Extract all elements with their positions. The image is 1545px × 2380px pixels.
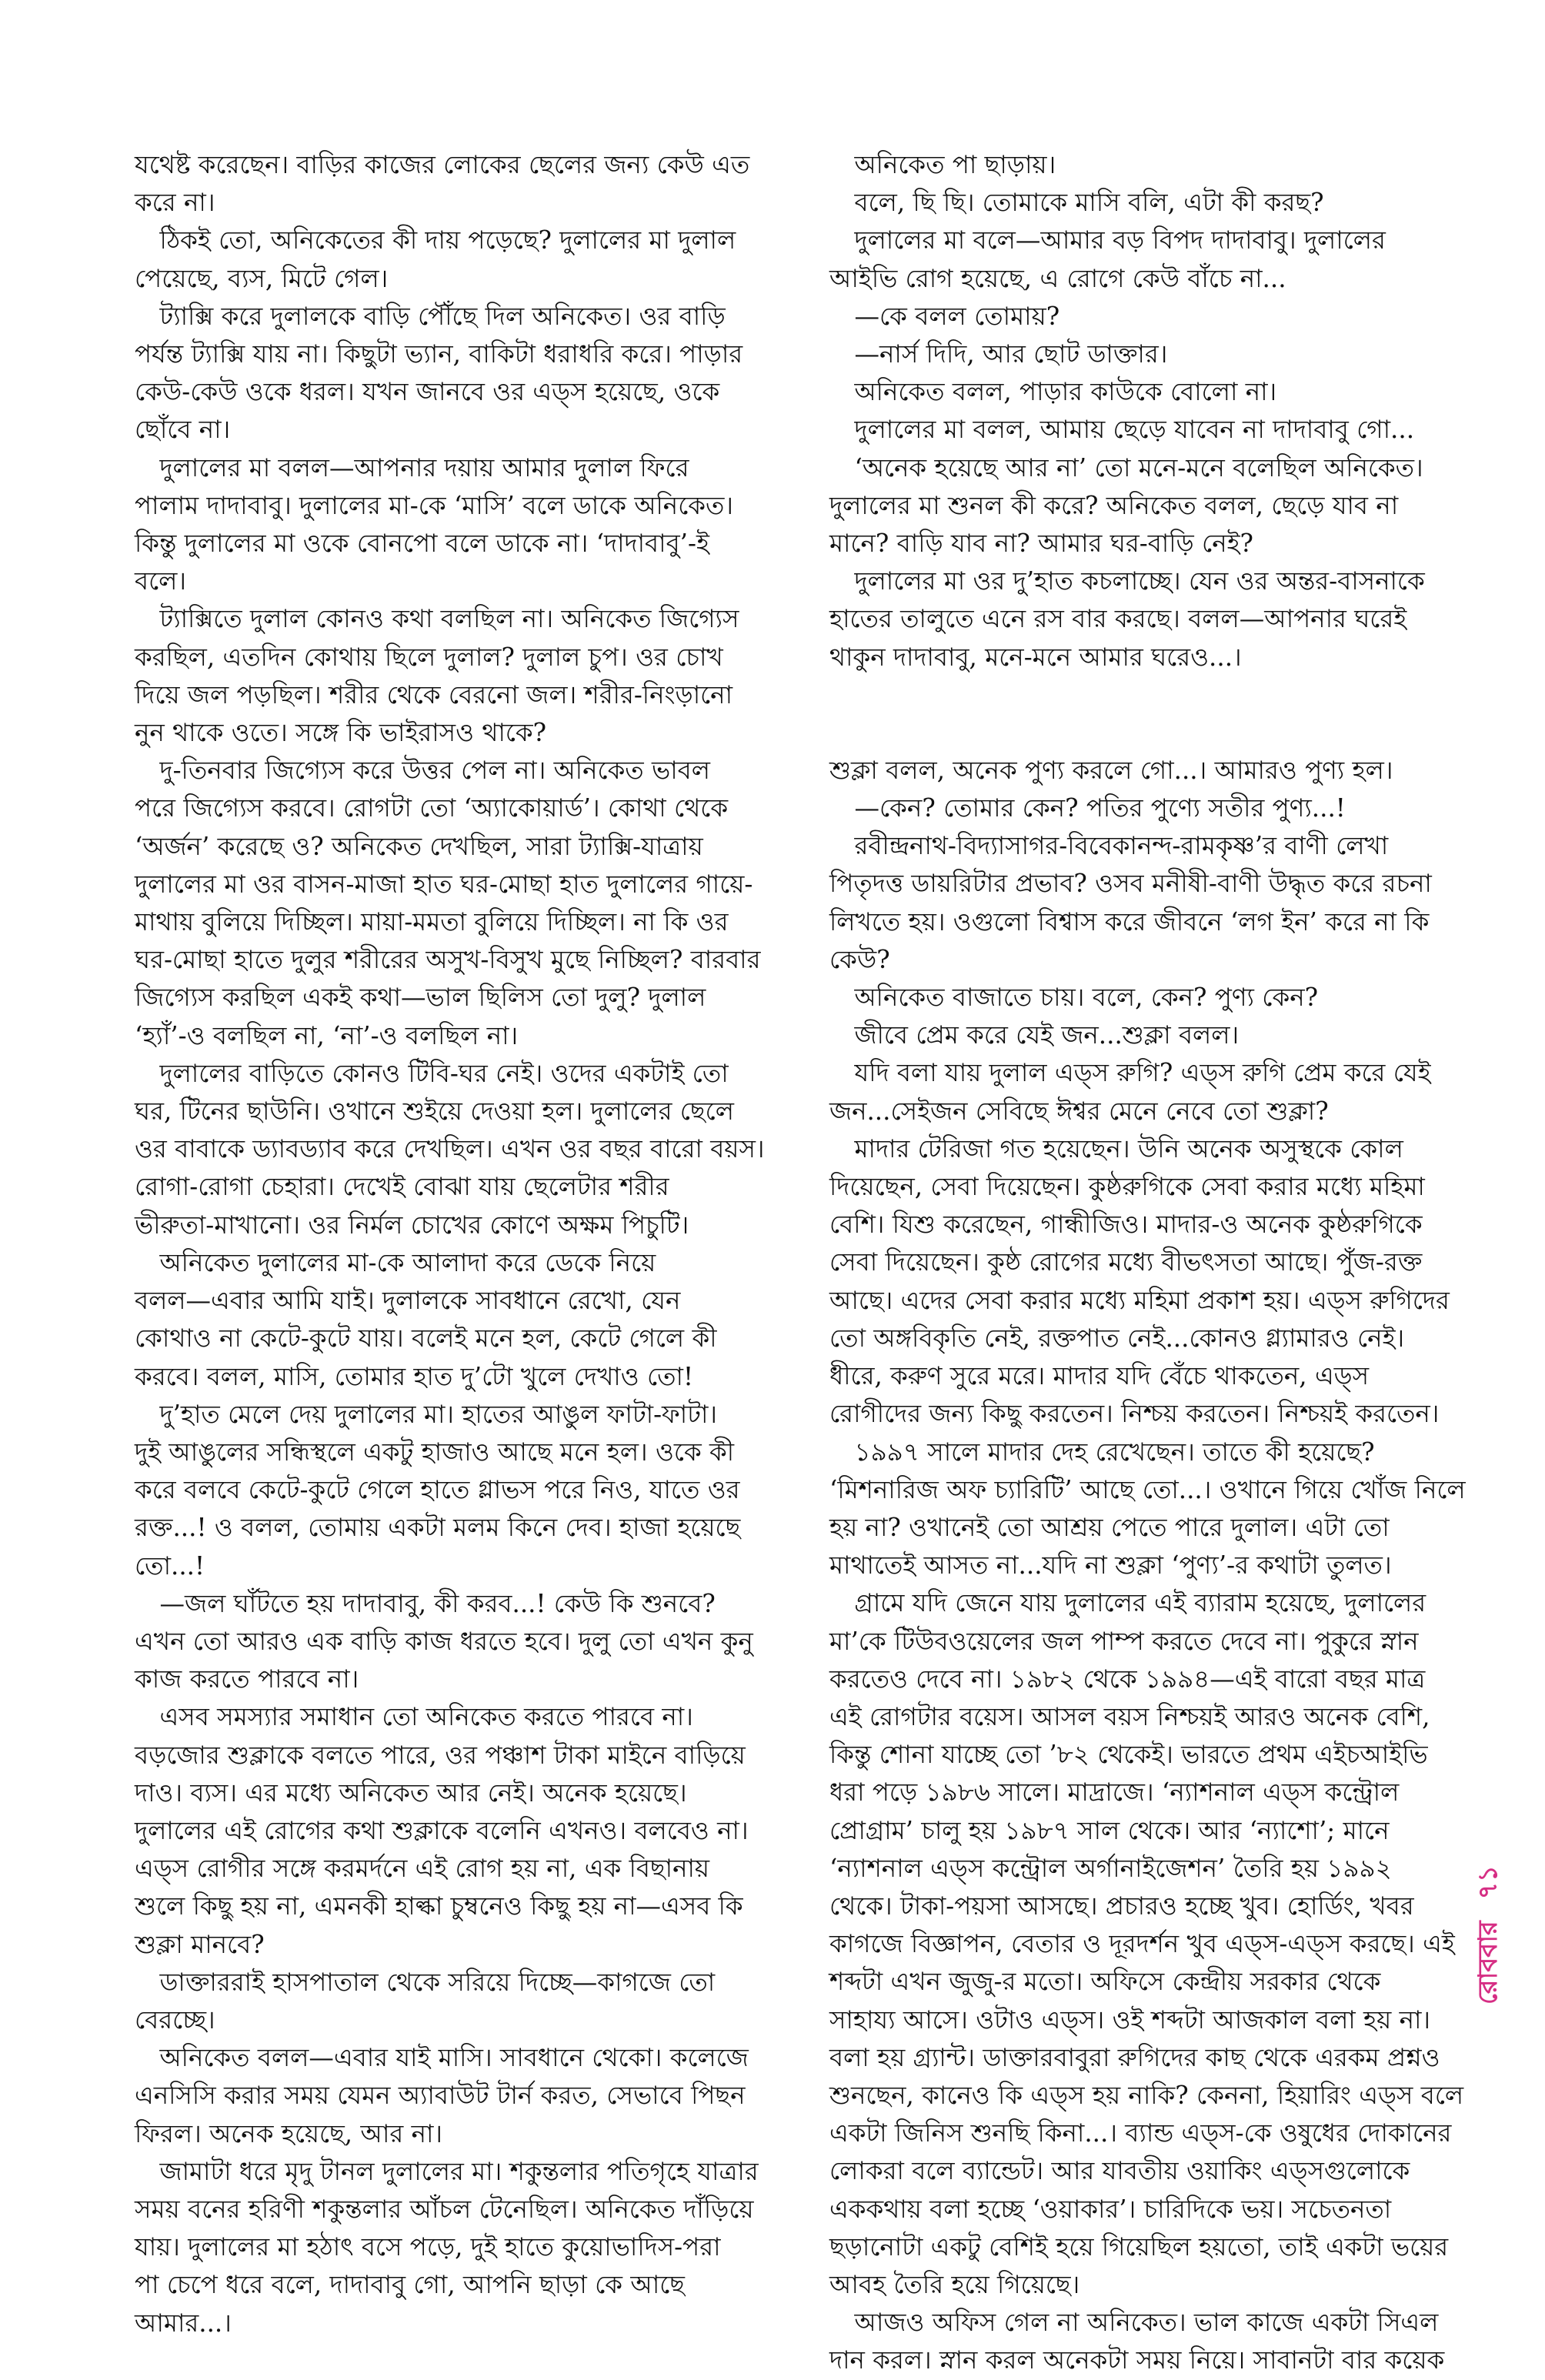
text-line: জীবে প্রেম করে যেই জন...শুক্লা বলল। — [829, 1020, 1240, 1050]
page-number: ৭১ — [1473, 1865, 1503, 1900]
text-line: করে বলবে কেটে-কুটে গেলে হাতে গ্লাভস পরে নিও, যাতে ওর — [135, 1475, 740, 1505]
text-line: —কেন? তোমার কেন? পতির পুণ্যে সতীর পুণ্য...! — [829, 793, 1346, 823]
text-line: ছোঁবে না। — [135, 415, 231, 445]
text-line: জন...সেইজন সেবিছে ঈশ্বর মেনে নেবে তো শুক্লা? — [829, 1096, 1329, 1126]
text-line: বলে। — [135, 566, 186, 596]
text-line: প্রোগ্রাম’ চালু হয় ১৯৮৭ সাল থেকে। আর ‘ন্যাশো’; মানে — [829, 1815, 1390, 1845]
text-line: আজও অফিস গেল না অনিকেত। ভাল কাজে একটা সিএল — [829, 2308, 1439, 2338]
text-line: তো...! — [135, 1551, 205, 1581]
text-line: অনিকেত বলল—এবার যাই মাসি। সাবধানে থেকো। কলেজে — [135, 2043, 749, 2073]
text-line: —কে বলল তোমায়? — [829, 301, 1060, 331]
text-line: যায়। দুলালের মা হঠাৎ বসে পড়ে, দুই হাতে কুয়োভাদিস-পরা — [135, 2232, 721, 2262]
text-line: দুলালের বাড়িতে কোনও টিবি-ঘর নেই। ওদের একটাই তো — [135, 1058, 729, 1088]
text-line: বলা হয় গ্র্যান্ট। ডাক্তারবাবুরা রুগিদের কাছ থেকে এরকম প্রশ্নও — [829, 2042, 1440, 2072]
text-line: ঠিকই তো, অনিকেতের কী দায় পড়েছে? দুলালের মা দুলাল — [135, 225, 736, 255]
text-line: কোথাও না কেটে-কুটে যায়। বলেই মনে হল, কেটে গেলে কী — [135, 1324, 717, 1354]
page-footer — [1468, 1851, 1503, 2004]
magazine-name: রোববার — [1473, 1921, 1503, 2004]
text-line: পালাম দাদাবাবু। দুলালের মা-কে ‘মাসি’ বলে ডাকে অনিকেত। — [135, 490, 734, 520]
text-line: দু-তিনবার জিগ্যেস করে উত্তর পেল না। অনিকেত ভাবল — [135, 756, 710, 786]
text-line: দু’হাত মেলে দেয় দুলালের মা। হাতের আঙুল ফাটা-ফাটা। — [135, 1399, 717, 1429]
text-line: ডাক্তাররাই হাসপাতাল থেকে সরিয়ে দিচ্ছে—কাগজে তো — [135, 1967, 716, 1997]
text-line: তো অঙ্গবিকৃতি নেই, রক্তপাত নেই...কোনও গ্ল্যামারও নেই। — [829, 1323, 1405, 1353]
text-line: মানে? বাড়ি যাব না? আমার ঘর-বাড়ি নেই? — [829, 529, 1253, 559]
text-line: এসব সমস্যার সমাধান তো অনিকেত করতে পারবে না। — [135, 1702, 693, 1732]
text-line: ‘অনেক হয়েছে আর না’ তো মনে-মনে বলেছিল অনিকেত। — [829, 452, 1423, 482]
text-line: বলে, ছি ছি। তোমাকে মাসি বলি, এটা কী করছ? — [829, 188, 1324, 218]
text-line: ধীরে, করুণ সুরে মরে। মাদার যদি বেঁচে থাকতেন, এড্‌স — [829, 1361, 1370, 1391]
section-break — [829, 676, 1460, 752]
text-line: দুলালের মা শুনল কী করে? অনিকেত বলল, ছেড়ে যাব না — [829, 490, 1399, 520]
text-line: ট্যাক্সিতে দুলাল কোনও কথা বলছিল না। অনিকেত জিগ্যেস — [135, 604, 739, 634]
text-line: দুলালের মা ওর বাসন-মাজা হাত ঘর-মোছা হাত দুলালের গায়ে- — [135, 869, 753, 899]
text-line: ভীরুতা-মাখানো। ওর নির্মল চোখের কোণে অক্ষম পিচুটি। — [135, 1210, 689, 1240]
text-line: দুলালের মা ওর দু’হাত কচলাচ্ছে। যেন ওর অন্তর-বাসনাকে — [829, 566, 1425, 596]
text-line: —নার্স দিদি, আর ছোট ডাক্তার। — [829, 339, 1168, 369]
left-column — [135, 146, 766, 2342]
text-line: ছড়ানোটা একটু বেশিই হয়ে গিয়েছিল হয়তো, তাই একটা ভয়ের — [829, 2231, 1449, 2262]
text-line: অনিকেত বলল, পাড়ার কাউকে বোলো না। — [829, 377, 1277, 407]
text-line: ট্যাক্সি করে দুলালকে বাড়ি পৌঁছে দিল অনিকেত। ওর বাড়ি — [135, 301, 726, 331]
text-line: সাহায্য আসে। ওটাও এড্‌স। ওই শব্দটা আজকাল বলা হয় না। — [829, 2004, 1431, 2035]
text-line: ‘হ্যাঁ’-ও বলছিল না, ‘না’-ও বলছিল না। — [135, 1020, 519, 1050]
text-line: এককথায় বলা হচ্ছে ‘ওয়াকার’। চারিদিকে ভয়। সচেতনতা — [829, 2194, 1392, 2224]
text-line: করে না। — [135, 188, 215, 218]
text-line: শুলে কিছু হয় না, এমনকী হাল্কা চুম্বনেও কিছু হয় না—এসব কি — [135, 1891, 743, 1921]
text-line: থাকুন দাদাবাবু, মনে-মনে আমার ঘরেও...। — [829, 642, 1242, 672]
text-line: পিতৃদত্ত ডায়রিটার প্রভাব? ওসব মনীষী-বাণী উদ্ধৃত করে রচনা — [829, 869, 1432, 899]
text-line: সেবা দিয়েছেন। কুষ্ঠ রোগের মধ্যে বীভৎসতা আছে। পুঁজ-রক্ত — [829, 1247, 1423, 1277]
text-line: ওর বাবাকে ড্যাবড্যাব করে দেখছিল। এখন ওর বছর বারো বয়স। — [135, 1134, 765, 1164]
text-line: শুক্লা মানবে? — [135, 1929, 265, 1959]
text-line: করতেও দেবে না। ১৯৮২ থেকে ১৯৯৪—এই বারো বছর মাত্র — [829, 1664, 1426, 1694]
text-line: কিন্তু শোনা যাচ্ছে তো ’৮২ থেকেই। ভারতে প্রথম এইচআইভি — [829, 1740, 1428, 1770]
text-line: রবীন্দ্রনাথ-বিদ্যাসাগর-বিবেকানন্দ-রামকৃষ্ণ’র বাণী লেখা — [829, 831, 1389, 861]
text-line: আইভি রোগ হয়েছে, এ রোগে কেউ বাঁচে না... — [829, 263, 1286, 293]
text-line: যদি বলা যায় দুলাল এড্‌স রুগি? এড্‌স রুগি প্রেম করে যেই — [829, 1058, 1431, 1088]
text-line: থেকে। টাকা-পয়সা আসছে। প্রচারও হচ্ছে খুব। হোর্ডিং, খবর — [829, 1891, 1414, 1921]
text-line: দুলালের এই রোগের কথা শুক্লাকে বলেনি এখনও। বলবেও না। — [135, 1815, 749, 1845]
text-line: দুলালের মা বলল—আপনার দয়ায় আমার দুলাল ফিরে — [135, 452, 689, 482]
text-line: কেউ? — [829, 944, 890, 974]
text-line: দুলালের মা বলল, আমায় ছেড়ে যাবেন না দাদাবাবু গো... — [829, 415, 1415, 445]
text-line: পরে জিগ্যেস করবে। রোগটা তো ‘অ্যাকোয়ার্ড’। কোথা থেকে — [135, 793, 729, 823]
text-line: বড়জোর শুক্লাকে বলতে পারে, ওর পঞ্চাশ টাকা মাইনে বাড়িয়ে — [135, 1740, 746, 1770]
text-line: মাদার টেরিজা গত হয়েছেন। উনি অনেক অসুস্থকে কোল — [829, 1133, 1403, 1163]
text-line: সময় বনের হরিণী শকুন্তলার আঁচল টেনেছিল। অনিকেত দাঁড়িয়ে — [135, 2194, 754, 2224]
text-line: অনিকেত দুলালের মা-কে আলাদা করে ডেকে নিয়ে — [135, 1247, 656, 1277]
text-line: গ্রামে যদি জেনে যায় দুলালের এই ব্যারাম হয়েছে, দুলালের — [829, 1588, 1427, 1618]
text-line: অনিকেত বাজাতে চায়। বলে, কেন? পুণ্য কেন? — [829, 983, 1319, 1013]
text-line: পর্যন্ত ট্যাক্সি যায় না। কিছুটা ভ্যান, বাকিটা ধরাধরি করে। পাড়ার — [135, 339, 743, 369]
text-line: একটা জিনিস শুনছি কিনা...। ব্যান্ড এড্‌স-কে ওষুধের দোকানের — [829, 2118, 1452, 2148]
text-line: শব্দটা এখন জুজু-র মতো। অফিসে কেন্দ্রীয় সরকার থেকে — [829, 1967, 1381, 1997]
text-line: দুই আঙুলের সন্ধিস্থলে একটু হাজাও আছে মনে হল। ওকে কী — [135, 1437, 735, 1467]
text-line: করছিল, এতদিন কোথায় ছিলে দুলাল? দুলাল চুপ। ওর চোখ — [135, 642, 723, 672]
text-line: হাতের তালুতে এনে রস বার করছে। বলল—আপনার ঘরেই — [829, 604, 1407, 634]
text-line: বেরচ্ছে। — [135, 2004, 215, 2035]
text-line: কাগজে বিজ্ঞাপন, বেতার ও দূরদর্শন খুব এড্‌স-এড্‌স করছে। এই — [829, 1929, 1455, 1959]
text-line: কিন্তু দুলালের মা ওকে বোনপো বলে ডাকে না। ‘দাদাবাবু’-ই — [135, 529, 709, 559]
text-line: দাও। ব্যস। এর মধ্যে অনিকেত আর নেই। অনেক হয়েছে। — [135, 1777, 687, 1808]
text-line: দিয়েছেন, সেবা দিয়েছেন। কুষ্ঠরুগিকে সেবা করার মধ্যে মহিমা — [829, 1172, 1425, 1202]
text-line: দিয়ে জল পড়ছিল। শরীর থেকে বেরনো জল। শরীর-নিংড়ানো — [135, 679, 732, 709]
text-line: মাথাতেই আসত না...যদি না শুক্লা ‘পুণ্য’-র কথাটা তুলত। — [829, 1551, 1392, 1581]
text-line: করবে। বলল, মাসি, তোমার হাত দু’টো খুলে দেখাও তো! — [135, 1361, 694, 1391]
text-line: ‘ন্যাশনাল এড্‌স কন্ট্রোল অর্গানাইজেশন’ তৈরি হয় ১৯৯২ — [829, 1853, 1392, 1883]
right-column — [829, 146, 1466, 2380]
text-line: রোগীদের জন্য কিছু করতেন। নিশ্চয় করতেন। নিশ্চয়ই করতেন। — [829, 1399, 1440, 1429]
text-line: এখন তো আরও এক বাড়ি কাজ ধরতে হবে। দুলু তো এখন কুনু — [135, 1626, 753, 1656]
text-line: মা’কে টিউবওয়েলের জল পাম্প করতে দেবে না। পুকুরে স্নান — [829, 1626, 1419, 1656]
text-line: ফিরল। অনেক হয়েছে, আর না। — [135, 2118, 443, 2148]
text-line: —জল ঘাঁটতে হয় দাদাবাবু, কী করব...! কেউ কি শুনবে? — [135, 1588, 716, 1618]
text-line: নুন থাকে ওতে। সঙ্গে কি ভাইরাসও থাকে? — [135, 718, 547, 748]
text-line: ঘর-মোছা হাতে দুলুর শরীরের অসুখ-বিসুখ মুছে নিচ্ছিল? বারবার — [135, 945, 761, 975]
text-line: কেউ-কেউ ওকে ধরল। যখন জানবে ওর এড্‌স হয়েছে, ওকে — [135, 377, 720, 407]
text-line: শুক্লা বলল, অনেক পুণ্য করলে গো...। আমারও পুণ্য হল। — [829, 755, 1393, 785]
text-line: পা চেপে ধরে বলে, দাদাবাবু গো, আপনি ছাড়া কে আছে — [135, 2270, 685, 2300]
text-line: লিখতে হয়। ওগুলো বিশ্বাস করে জীবনে ‘লগ ইন’ করে না কি — [829, 906, 1430, 936]
text-line: অনিকেত পা ছাড়ায়। — [829, 150, 1056, 179]
text-line: শুনছেন, কানেও কি এড্‌স হয় নাকি? কেননা, হিয়ারিং এড্‌স বলে — [829, 2080, 1464, 2110]
text-line: পেয়েছে, ব্যস, মিটে গেল। — [135, 263, 389, 293]
text-line: এই রোগটার বয়েস। আসল বয়স নিশ্চয়ই আরও অনেক বেশি, — [829, 1701, 1430, 1731]
text-line: দুলালের মা বলে—আমার বড় বিপদ দাদাবাবু। দুলালের — [829, 225, 1386, 255]
text-line: আবহ তৈরি হয়ে গিয়েছে। — [829, 2269, 1080, 2299]
text-line: ‘মিশনারিজ অফ চ্যারিটি’ আছে তো...। ওখানে গিয়ে খোঁজ নিলে — [829, 1474, 1466, 1504]
text-line: যথেষ্ট করেছেন। বাড়ির কাজের লোকের ছেলের জন্য কেউ এত — [135, 150, 750, 179]
text-line: আমার...। — [135, 2308, 232, 2338]
text-line: ১৯৯৭ সালে মাদার দেহ রেখেছেন। তাতে কী হয়েছে? — [829, 1437, 1375, 1467]
text-line: বেশি। যিশু করেছেন, গান্ধীজিও। মাদার-ও অনেক কুষ্ঠরুগিকে — [829, 1210, 1423, 1240]
text-line: রক্ত...! ও বলল, তোমায় একটা মলম কিনে দেব। হাজা হয়েছে — [135, 1513, 741, 1543]
text-line: দান করল। স্নান করল অনেকটা সময় নিয়ে। সাবানটা বার কয়েক — [829, 2345, 1445, 2375]
text-line: বলল—এবার আমি যাই। দুলালকে সাবধানে রেখো, যেন — [135, 1286, 681, 1316]
text-line: জামাটা ধরে মৃদু টানল দুলালের মা। শকুন্তলার পতিগৃহে যাত্রার — [135, 2156, 759, 2186]
text-line: আছে। এদের সেবা করার মধ্যে মহিমা প্রকাশ হয়। এড্‌স রুগিদের — [829, 1285, 1450, 1315]
text-line: হয় না? ওখানেই তো আশ্রয় পেতে পারে দুলাল। এটা তো — [829, 1512, 1390, 1542]
text-line: ধরা পড়ে ১৯৮৬ সালে। মাদ্রাজে। ‘ন্যাশনাল এড্‌স কন্ট্রোল — [829, 1777, 1400, 1808]
text-line: লোকরা বলে ব্যান্ডেট। আর যাবতীয় ওয়াকিং এড্‌সগুলোকে — [829, 2156, 1410, 2186]
text-line: জিগ্যেস করছিল একই কথা—ভাল ছিলিস তো দুলু? দুলাল — [135, 983, 706, 1013]
text-line: রোগা-রোগা চেহারা। দেখেই বোঝা যায় ছেলেটার শরীর — [135, 1172, 669, 1202]
text-line: এনসিসি করার সময় যেমন অ্যাবাউট টার্ন করত, সেভাবে পিছন — [135, 2081, 746, 2111]
text-line: ‘অর্জন’ করেছে ও? অনিকেত দেখছিল, সারা ট্যাক্সি-যাত্রায় — [135, 831, 703, 861]
text-line: ঘর, টিনের ছাউনি। ওখানে শুইয়ে দেওয়া হল। দুলালের ছেলে — [135, 1097, 734, 1127]
text-line: কাজ করতে পারবে না। — [135, 1664, 359, 1694]
text-line: মাথায় বুলিয়ে দিচ্ছিল। মায়া-মমতা বুলিয়ে দিচ্ছিল। না কি ওর — [135, 907, 729, 937]
text-line: এড্‌স রোগীর সঙ্গে করমর্দনে এই রোগ হয় না, এক বিছানায় — [135, 1854, 710, 1884]
